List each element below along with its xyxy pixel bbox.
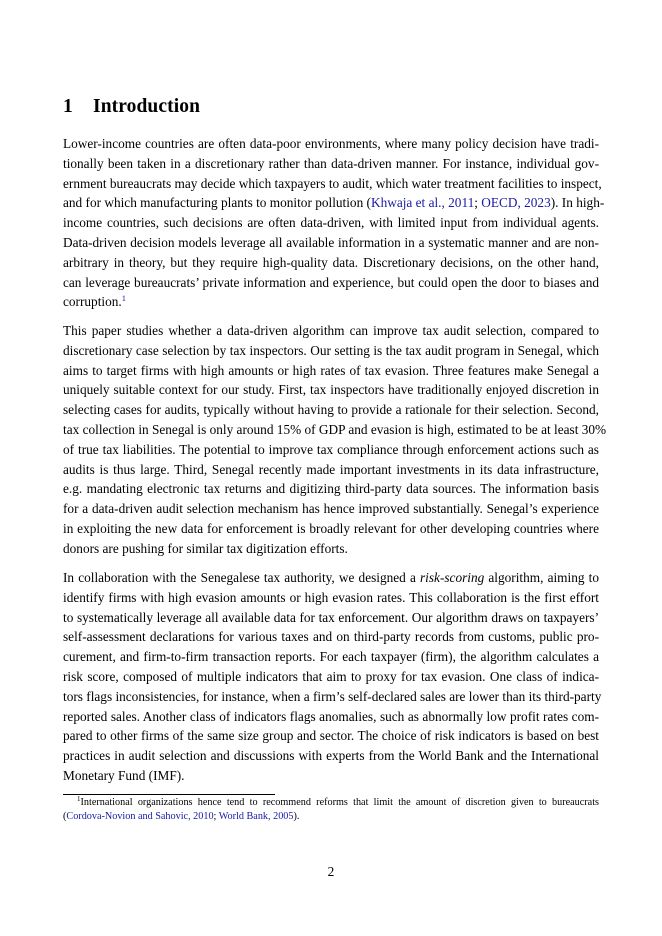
text-line: practices in audit selection and discussions with experts from the World Bank and the International [63, 748, 599, 764]
text-line: donors are pushing for similar tax digitization efforts. [63, 540, 348, 556]
text-line: risk score, composed of multiple indicators that aim to proxy for tax evasion. One class of indica- [63, 668, 599, 684]
text-line: self-assessment declarations for various taxes and on third-party records from customs, public pro- [63, 629, 599, 645]
footnote-line-1 [63, 796, 599, 810]
text-line: tionally been taken in a discretionary rather than data-driven manner. For instance, individual gov- [63, 155, 599, 171]
citation-link[interactable]: Cordova-Novion and Sahovic, 2010 [66, 811, 214, 823]
text-line: to systematically leverage all available data for tax enforcement. Our algorithm draws on taxpayers’ [63, 609, 599, 625]
text-line: curement, and firm-to-firm transaction reports. For each taxpayer (firm), the algorithm calculates a [63, 649, 599, 665]
text-line: identify firms with high evasion amounts or high evasion rates. This collaboration is the first effort [63, 589, 599, 605]
emphasis: risk-scoring [420, 570, 485, 585]
text-line: arbitrary in theory, but they require high-quality data. Discretionary decisions, on the other hand, [63, 254, 599, 270]
text-line: selecting cases for audits, typically without having to provide a rationale for their selection. Second, [63, 402, 599, 418]
footnote-rule [63, 794, 275, 795]
text-line: and for which manufacturing plants to monitor pollution (Khwaja et al., 2011; OECD, 2023). In high- [63, 195, 605, 211]
page-number: 2 [327, 864, 335, 879]
paragraph-1 [63, 134, 605, 312]
text-line: aims to target firms with high amounts or high rates of tax evasion. Three features make Senegal a [63, 362, 599, 378]
text-line: e.g. mandating electronic tax returns and digitizing third-party data sources. The information basis [63, 481, 599, 497]
footnote [63, 796, 599, 825]
text-line: income countries, such decisions are often data-driven, with limited input from individual agents. [63, 215, 599, 231]
text-line: Monetary Fund (IMF). [63, 767, 185, 783]
footnote-ref-link[interactable]: 1 [121, 293, 126, 304]
citation-link[interactable]: OECD, 2023 [481, 195, 551, 211]
text-line: This paper studies whether a data-driven algorithm can improve tax audit selection, compared to [63, 323, 599, 338]
footnote-mark: 1 [77, 795, 81, 803]
text-line: in exploiting the new data for enforcement is broadly relevant for other developing countries where [63, 520, 599, 536]
footnote-line-2: (Cordova-Novion and Sahovic, 2010; World Bank, 2005). [63, 811, 300, 823]
text-line: can leverage bureaucrats’ private information and experience, but could open the door to biases and [63, 274, 599, 290]
text-line: reported sales. Another class of indicators flags anomalies, such as abnormally low profit rates com- [63, 708, 599, 724]
text-line: In collaboration with the Senegalese tax authority, we designed a risk-scoring algorithm, aiming to [63, 570, 599, 585]
section-heading [63, 96, 200, 118]
paragraph-2 [63, 321, 607, 559]
text-line: Lower-income countries are often data-poor environments, where many policy decision have tradi- [63, 136, 599, 151]
citation-link[interactable]: Khwaja et al., 2011 [370, 195, 475, 211]
text-line: Data-driven decision models leverage all available information in a systematic manner and are non- [63, 234, 599, 250]
text-line: audits is thus large. Third, Senegal recently made important investments in its data infrastructure, [63, 461, 599, 477]
text-line: tax collection in Senegal is only around 15% of GDP and evasion is high, estimated to be at least 30% [63, 421, 607, 437]
paragraph-3 [63, 568, 602, 786]
text-line: ernment bureaucrats may decide which taxpayers to audit, which water treatment facilities to inspect, [63, 175, 602, 191]
section-number: 1 [63, 96, 73, 117]
text-line: discretionary case selection by tax inspectors. Our setting is the tax audit program in Senegal, which [63, 342, 599, 358]
text-line: tors flags inconsistencies, for instance, when a firm’s self-declared sales are lower than its third-party [63, 688, 602, 704]
citation-link[interactable]: World Bank, 2005 [218, 811, 294, 823]
section-title: Introduction [93, 96, 201, 117]
text-line: of true tax liabilities. The potential to improve tax compliance through enforcement actions such as [63, 441, 599, 457]
text-line: pared to other firms of the same size group and sector. The choice of risk indicators is based on best [63, 728, 599, 744]
text-line: uniquely suitable context for our study. First, tax inspectors have traditionally enjoyed discretion in [63, 382, 599, 398]
text-line: for a data-driven audit selection mechanism has hence improved substantially. Senegal’s experience [63, 501, 599, 517]
footnote-text: International organizations hence tend to recommend reforms that limit the amount of discretion given to bureaucrats [80, 797, 599, 808]
text-line: corruption.$^1$ [63, 293, 126, 310]
